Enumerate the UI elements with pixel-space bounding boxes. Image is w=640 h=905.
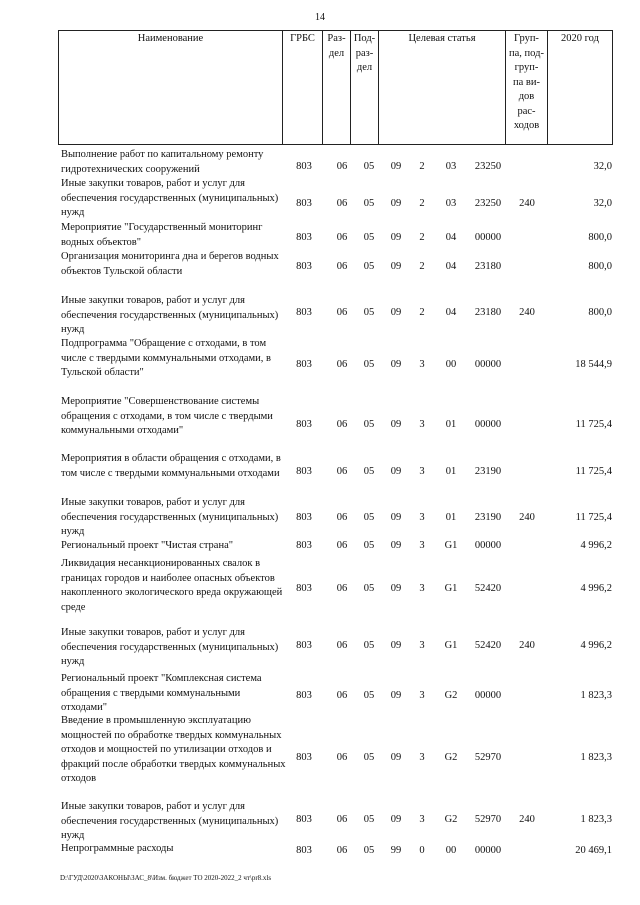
cell-sum: 800,0 [588,232,612,243]
row-name: Мероприятия в области обращения с отходами, в том числе с твердыми коммунальными отходами [61,453,281,479]
cell-grbs: 803 [296,845,312,856]
cell-t2: 2 [419,232,425,243]
row-name: Региональный проект "Чистая страна" [61,540,234,551]
cell-pr: 05 [363,752,375,763]
row-name: Непрограммные расходы [61,843,174,854]
cell-t4: 00000 [474,690,502,701]
row-name: Ликвидация несанкционированных свалок в границах городов и наиболее опасных объектов накопленного экологического вреда окружающей среде [61,558,283,613]
cell-t4: 23180 [474,307,502,318]
cell-sum: 11 725,4 [575,466,612,477]
cell-t2: 2 [419,261,425,272]
header-year: 2020 год [561,33,599,44]
cell-sum: 800,0 [588,307,612,318]
cell-pr: 05 [363,307,375,318]
cell-t4: 23190 [474,512,502,523]
header-name: Наименование [59,31,283,144]
cell-t2: 3 [419,583,425,594]
cell-t2: 3 [419,359,425,370]
cell-rz: 06 [336,419,348,430]
cell-rz: 06 [336,512,348,523]
cell-t4: 00000 [474,845,502,856]
cell-rz: 06 [336,261,348,272]
cell-pr: 05 [363,466,375,477]
cell-pr: 05 [363,261,375,272]
cell-t3: 01 [445,419,457,430]
cell-rz: 06 [336,161,348,172]
cell-t3: G2 [444,814,458,825]
cell-t2: 3 [419,640,425,651]
cell-grbs: 803 [296,583,312,594]
cell-t1: 09 [390,359,402,370]
cell-rz: 06 [336,690,348,701]
cell-sum: 1 823,3 [580,814,612,825]
cell-t3: G2 [444,690,458,701]
page-number: 14 [315,12,325,23]
cell-vr: 240 [519,640,535,651]
cell-rz: 06 [336,640,348,651]
cell-t1: 09 [390,512,402,523]
cell-t3: 00 [445,845,457,856]
cell-pr: 05 [363,512,375,523]
cell-t4: 23190 [474,466,502,477]
cell-pr: 05 [363,198,375,209]
cell-t4: 52970 [474,814,502,825]
table-header [58,30,613,145]
cell-t2: 3 [419,512,425,523]
cell-rz: 06 [336,814,348,825]
cell-t1: 09 [390,814,402,825]
cell-t1: 09 [390,161,402,172]
cell-t1: 09 [390,640,402,651]
row-name: Иные закупки товаров, работ и услуг для обеспечения государственных (муниципальных) нужд [61,497,279,538]
cell-t3: 01 [445,512,457,523]
cell-sum: 20 469,1 [575,845,612,856]
row-name: Введение в промышленную эксплуатацию мощностей по обработке твердых коммунальных отходов и мощностей по утилизации отходов и фракций после обработки твердых коммунальных отходов [61,715,286,785]
cell-t4: 52420 [474,583,502,594]
cell-grbs: 803 [296,261,312,272]
cell-t2: 3 [419,690,425,701]
cell-t3: G1 [444,583,458,594]
cell-t2: 3 [419,752,425,763]
cell-grbs: 803 [296,359,312,370]
cell-grbs: 803 [296,814,312,825]
cell-t3: 00 [445,359,457,370]
cell-vr: 240 [519,512,535,523]
cell-rz: 06 [336,466,348,477]
cell-pr: 05 [363,161,375,172]
cell-grbs: 803 [296,307,312,318]
header-razdel: Раз- дел [323,31,351,144]
cell-t2: 2 [419,307,425,318]
row-name: Мероприятие "Государственный мониторинг водных объектов" [61,222,263,248]
cell-t3: G2 [444,752,458,763]
cell-t1: 09 [390,307,402,318]
cell-t3: G1 [444,540,458,551]
cell-pr: 05 [363,814,375,825]
cell-grbs: 803 [296,752,312,763]
cell-t2: 2 [419,198,425,209]
cell-t4: 00000 [474,232,502,243]
header-grbs: ГРБС [283,31,323,144]
header-podrazdel: Под- раз- дел [351,31,379,144]
cell-rz: 06 [336,232,348,243]
cell-t1: 09 [390,752,402,763]
cell-t4: 52970 [474,752,502,763]
cell-t2: 0 [419,845,425,856]
cell-grbs: 803 [296,232,312,243]
cell-rz: 06 [336,359,348,370]
cell-grbs: 803 [296,161,312,172]
cell-pr: 05 [363,359,375,370]
cell-t4: 00000 [474,540,502,551]
cell-t1: 09 [390,690,402,701]
cell-t4: 00000 [474,419,502,430]
cell-sum: 4 996,2 [580,640,612,651]
row-name: Иные закупки товаров, работ и услуг для обеспечения государственных (муниципальных) нужд [61,627,279,668]
cell-t4: 23250 [474,198,502,209]
cell-sum: 11 725,4 [575,512,612,523]
cell-sum: 11 725,4 [575,419,612,430]
file-path: D:\ГУД\2020\ЗАКОНЫ\ЗАС_8\Изм. бюджет ТО 2020-2022_2 чт\pr8.xls [60,874,272,882]
cell-rz: 06 [336,752,348,763]
row-name: Региональный проект "Комплексная система обращения с твердыми коммунальными отходами" [61,673,262,714]
cell-t1: 09 [390,232,402,243]
cell-t4: 23250 [474,161,502,172]
cell-t3: 03 [445,198,457,209]
cell-grbs: 803 [296,512,312,523]
row-name: Иные закупки товаров, работ и услуг для обеспечения государственных (муниципальных) нужд [61,178,279,219]
cell-pr: 05 [363,845,375,856]
cell-sum: 1 823,3 [580,690,612,701]
header-target: Целевая статья [379,31,506,144]
cell-vr: 240 [519,814,535,825]
cell-pr: 05 [363,419,375,430]
cell-sum: 1 823,3 [580,752,612,763]
cell-t1: 99 [390,845,402,856]
cell-grbs: 803 [296,690,312,701]
cell-t2: 3 [419,419,425,430]
cell-t2: 3 [419,540,425,551]
cell-t1: 09 [390,198,402,209]
cell-t2: 2 [419,161,425,172]
cell-pr: 05 [363,583,375,594]
cell-t3: 04 [445,307,457,318]
header-group: Груп- па, под- груп- па ви- дов рас- ходов [506,31,548,144]
row-name: Мероприятие "Совершенствование системы обращения с отходами, в том числе с твердыми коммунальными отходами" [61,396,273,437]
row-name: Выполнение работ по капитальному ремонту гидротехнических сооружений [61,149,264,175]
cell-t1: 09 [390,466,402,477]
cell-sum: 4 996,2 [580,540,612,551]
cell-t3: 04 [445,232,457,243]
cell-t4: 00000 [474,359,502,370]
cell-sum: 32,0 [593,161,612,172]
cell-t1: 09 [390,540,402,551]
cell-rz: 06 [336,583,348,594]
cell-sum: 32,0 [593,198,612,209]
cell-t3: G1 [444,640,458,651]
cell-grbs: 803 [296,640,312,651]
cell-pr: 05 [363,540,375,551]
cell-pr: 05 [363,232,375,243]
cell-rz: 06 [336,198,348,209]
cell-grbs: 803 [296,198,312,209]
cell-pr: 05 [363,640,375,651]
cell-t2: 3 [419,466,425,477]
cell-grbs: 803 [296,540,312,551]
cell-rz: 06 [336,845,348,856]
cell-grbs: 803 [296,419,312,430]
cell-t4: 23180 [474,261,502,272]
cell-t3: 01 [445,466,457,477]
cell-t3: 04 [445,261,457,272]
cell-vr: 240 [519,198,535,209]
cell-rz: 06 [336,540,348,551]
cell-sum: 18 544,9 [575,359,612,370]
row-name: Иные закупки товаров, работ и услуг для обеспечения государственных (муниципальных) нужд [61,801,279,842]
cell-pr: 05 [363,690,375,701]
cell-t3: 03 [445,161,457,172]
cell-grbs: 803 [296,466,312,477]
cell-t1: 09 [390,583,402,594]
cell-sum: 4 996,2 [580,583,612,594]
cell-vr: 240 [519,307,535,318]
cell-sum: 800,0 [588,261,612,272]
cell-rz: 06 [336,307,348,318]
cell-t4: 52420 [474,640,502,651]
cell-t1: 09 [390,261,402,272]
row-name: Подпрограмма "Обращение с отходами, в том числе с твердыми коммунальными отходами, в Тульской области" [61,338,272,379]
cell-t2: 3 [419,814,425,825]
cell-t1: 09 [390,419,402,430]
row-name: Организация мониторинга дна и берегов водных объектов Тульской области [61,251,279,277]
row-name: Иные закупки товаров, работ и услуг для обеспечения государственных (муниципальных) нужд [61,295,279,336]
